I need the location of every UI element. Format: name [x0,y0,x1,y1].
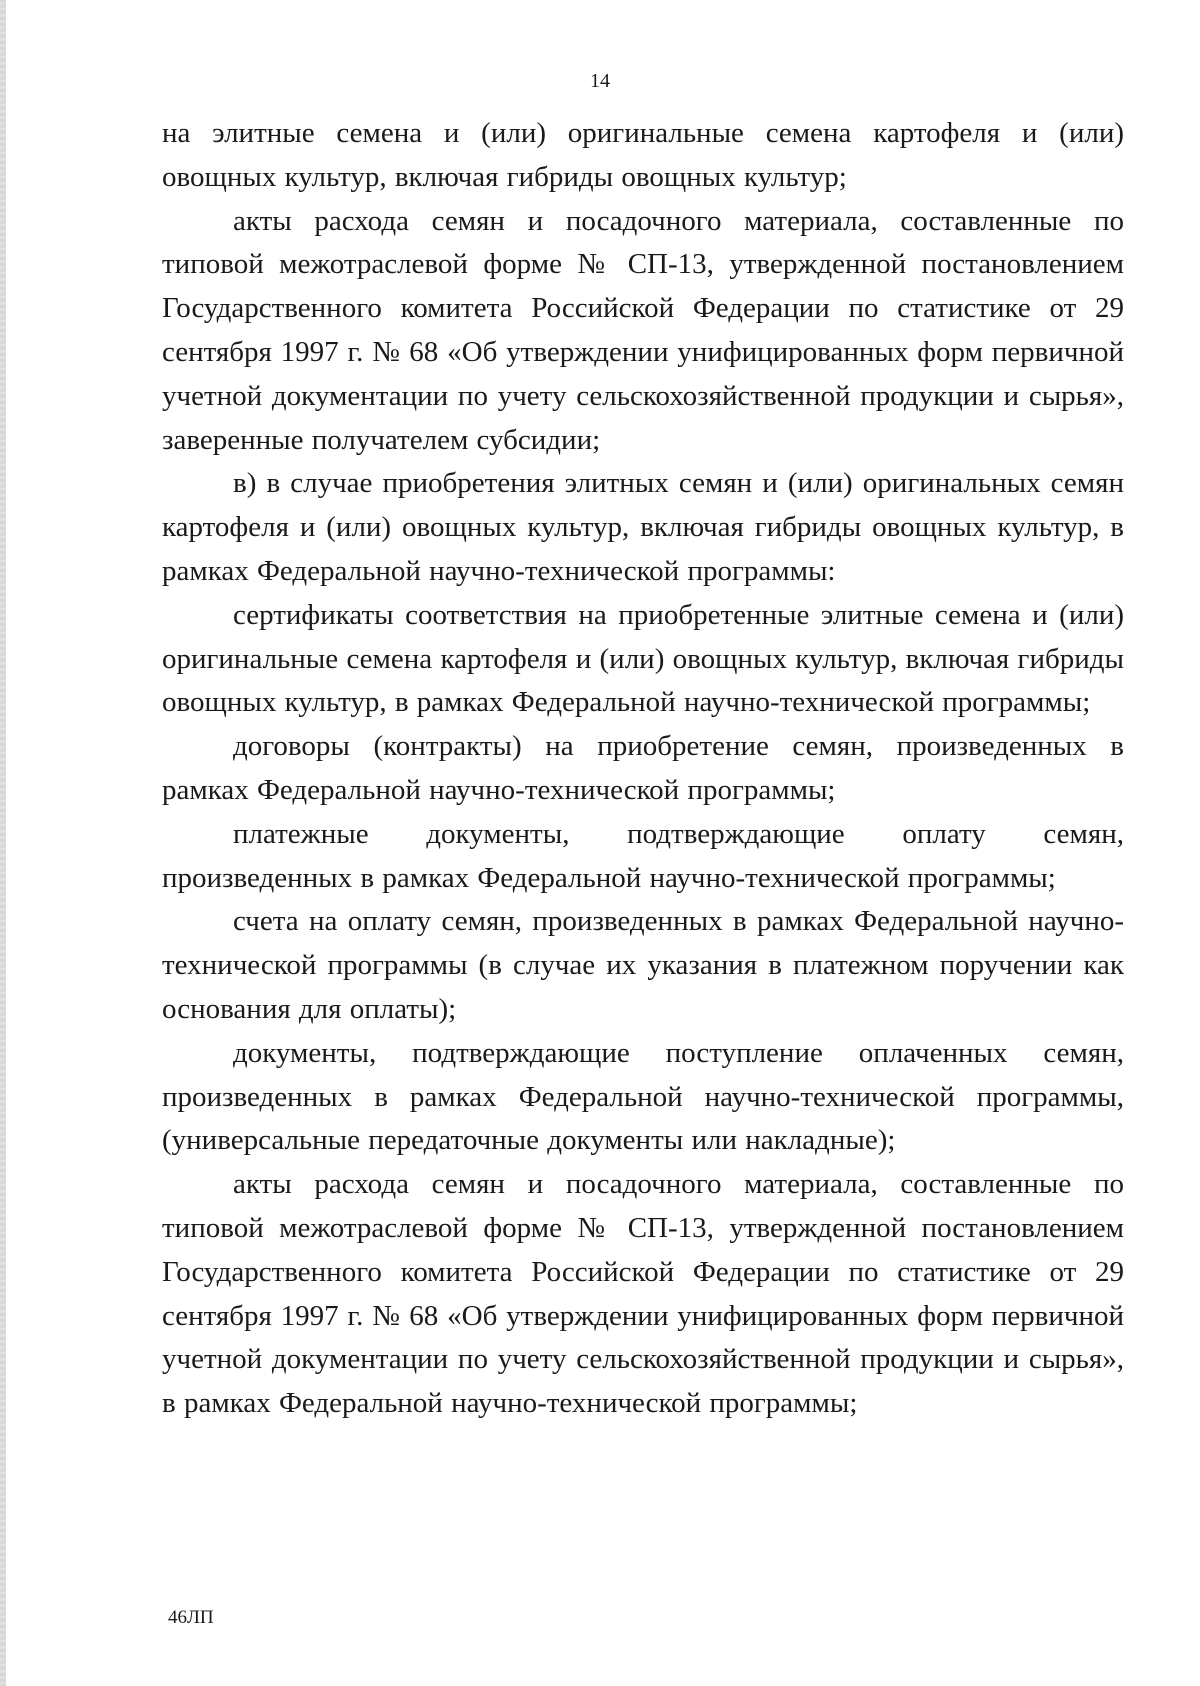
paragraph-seed-consumption-acts-program: акты расхода семян и посадочного материала, составленные по типовой межотраслевой форме № СП-13, утвержденной постановлением Государственного комитета Российской Федерации по статистике от 29 сентября 1997 г. № 68 «Об утверждении унифицированных форм первичной учетной документации по учету сельскохозяйственной продукции и сырья», в рамках Федеральной научно-технической программы; [162,1168,1124,1420]
paragraph-seed-consumption-acts: акты расхода семян и посадочного материала, составленные по типовой межотраслевой форме № СП-13, утвержденной постановлением Государственного комитета Российской Федерации по статистике от 29 сентября 1997 г. № 68 «Об утверждении унифицированных форм первичной учетной документации по учету сельскохозяйственной продукции и сырья», заверенные получателем субсидии; [162,204,1124,456]
paragraph-contracts: договоры (контракты) на приобретение семян, произведенных в рамках Федеральной научно-технической программы; [162,730,1124,806]
paragraph-continuation: на элитные семена и (или) оригинальные семена картофеля и (или) овощных культур, включая гибриды овощных культур; [162,117,1124,193]
page-number: 14 [590,70,610,92]
paragraph-item-v: в) в случае приобретения элитных семян и (или) оригинальных семян картофеля и (или) овощных культур, включая гибриды овощных культур, в рамках Федеральной научно-технической программы: [162,467,1124,587]
paragraph-invoices: счета на оплату семян, произведенных в рамках Федеральной научно-технической программы (в случае их указания в платежном поручении как основания для оплаты); [162,905,1124,1025]
paragraph-certificates: сертификаты соответствия на приобретенные элитные семена и (или) оригинальные семена картофеля и (или) овощных культур, включая гибриды овощных культур, в рамках Федеральной научно-технической программы; [162,598,1124,719]
paragraph-payment-documents: платежные документы, подтверждающие оплату семян, произведенных в рамках Федеральной научно-технической программы; [162,817,1124,894]
paragraph-receipt-documents: документы, подтверждающие поступление оплаченных семян, произведенных в рамках Федеральной научно-технической программы, (универсальные передаточные документы или накладные); [162,1036,1124,1157]
scan-edge [0,0,6,1686]
footer-code: 46ЛП [168,1607,214,1628]
document-body [162,112,1124,1426]
